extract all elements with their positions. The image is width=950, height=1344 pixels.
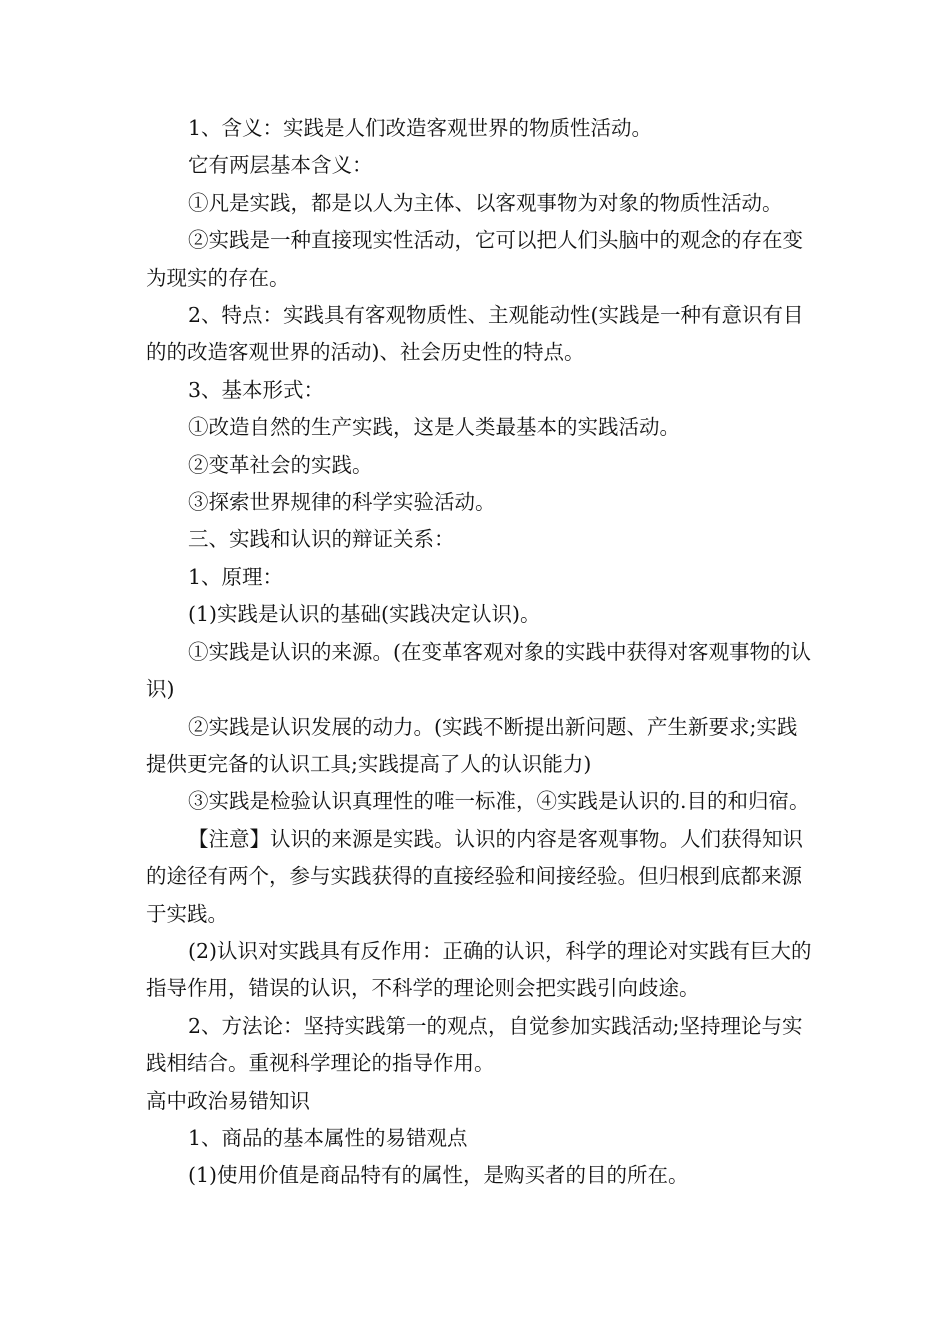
- paragraph-principle-1: (1)实践是认识的基础(实践决定认识)。: [188, 602, 541, 627]
- paragraph-meaning: 1、含义：实践是人们改造客观世界的物质性活动。: [188, 116, 653, 140]
- paragraph-meaning-item-2: ②实践是一种直接现实性活动，它可以把人们头脑中的观念的存在变为现实的存在。: [146, 228, 803, 290]
- paragraph-form-item-3: ③探索世界规律的科学实验活动。: [188, 490, 496, 515]
- paragraph-form-item-1: ①改造自然的生产实践，这是人类最基本的实践活动。: [188, 415, 680, 440]
- document-body: [146, 110, 816, 1195]
- paragraph-use-value: (1)使用价值是商品特有的属性，是购买者的目的所在。: [188, 1163, 689, 1188]
- paragraph-basic-forms: 3、基本形式：: [188, 377, 325, 402]
- section-heading-dialectics: 三、实践和认识的辩证关系：: [188, 527, 455, 552]
- paragraph-principle-item-2: ②实践是认识发展的动力。(实践不断提出新问题、产生新要求;实践提供更完备的认识工具;实践提高了人的认识能力): [146, 714, 798, 776]
- paragraph-principle-item-3: ③实践是检验认识真理性的唯一标准，④实践是认识的.目的和归宿。: [188, 789, 810, 814]
- paragraph-meaning-item-1: ①凡是实践，都是以人为主体、以客观事物为对象的物质性活动。: [188, 190, 783, 215]
- paragraph-two-meanings: 它有两层基本含义：: [188, 153, 373, 178]
- paragraph-methodology: 2、方法论：坚持实践第一的观点，自觉参加实践活动;坚持理论与实践相结合。重视科学理论的指导作用。: [146, 1013, 803, 1076]
- paragraph-form-item-2: ②变革社会的实践。: [188, 452, 373, 477]
- paragraph-principle-item-1: ①实践是认识的来源。(在变革客观对象的实践中获得对客观事物的认识): [146, 639, 811, 702]
- paragraph-principle: 1、原理：: [188, 564, 284, 589]
- paragraph-note: 【注意】认识的来源是实践。认识的内容是客观事物。人们获得知识的途径有两个，参与实践获得的直接经验和间接经验。但归根到底都来源于实践。: [146, 826, 803, 926]
- section-heading-error-prone: 高中政治易错知识: [146, 1088, 310, 1113]
- paragraph-principle-2: (2)认识对实践具有反作用：正确的认识，科学的理论对实践有巨大的指导作用，错误的认识，不科学的理论则会把实践引向歧途。: [146, 938, 812, 1001]
- paragraph-features: 2、特点：实践具有客观物质性、主观能动性(实践是一种有意识有目的的改造客观世界的活动)、社会历史性的特点。: [146, 303, 804, 365]
- paragraph-commodity-attributes: 1、商品的基本属性的易错观点: [188, 1125, 468, 1150]
